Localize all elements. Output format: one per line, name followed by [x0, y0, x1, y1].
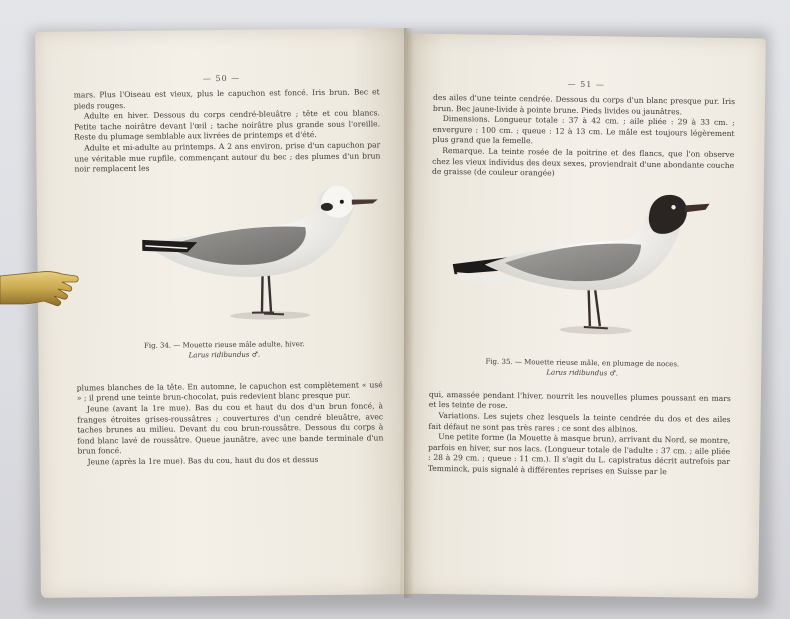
- left-paragraph-3: Adulte et mi-adulte au printemps. A 2 ans environ, prise d'un capuchon par une véritable mue rupfile, commençant autour du bec ; des plumes d'un brun noir remplacent les: [74, 140, 381, 174]
- right-paragraph-2: Dimensions. Longueur totale : 37 à 42 cm. ; aile pliée : 29 à 33 cm. ; envergure : 100 cm. ; queue : 12 à 13 cm. Le mâle est toujours légèrement plus grand que la femelle.: [432, 114, 735, 146]
- right-page-text-top: [406, 93, 765, 183]
- right-paragraph-4: qui, amassée pendant l'hiver, nourrit les nouvelles plumes poussant en mars et les teinte de rose.: [428, 389, 731, 411]
- left-paragraph-1: mars. Plus l'Oiseau est vieux, plus le capuchon est foncé. Iris brun. Bec et pieds rouges.: [73, 87, 380, 111]
- left-caption: [38, 338, 410, 362]
- left-caption-latin: Larus ridibundus ♂.: [188, 350, 261, 360]
- left-page: [35, 28, 413, 598]
- right-caption-latin: Larus ridibundus ♂.: [546, 368, 619, 378]
- left-figure: [37, 182, 411, 336]
- right-caption: [403, 355, 761, 380]
- left-page-text-top: [36, 87, 409, 176]
- left-paragraph-5: Jeune (avant la 1re mue). Bas du cou et haut du dos d'un brun foncé, à franges étroites grises-roussâtres ; couvertures d'un cendré bleuâtre, avec taches brunes au milieu. Devant du cou brun-roussâtre. Dessous du corps à fond blanc lavé de roussâtre. Queue jaunâtre, avec une bande terminale d'un brun foncé.: [77, 401, 384, 456]
- right-page-text-bottom: [402, 389, 761, 479]
- book-spine: [404, 28, 414, 598]
- right-paragraph-5: Variations. Les sujets chez lesquels la teinte cendrée du dos et des ailes fait défaut ne sont pas très rares ; ce sont des albinos.: [428, 410, 731, 434]
- breeding-gull-illustration: [404, 181, 764, 354]
- right-paragraph-6: Une petite forme (la Mouette à masque brun), arrivant du Nord, se montre, parfois en hiver, sur nos lacs. (Longueur totale de l'adulte : 37 cm. ; aile pliée : 28 à 29 cm. ; queue : 11 cm.). Il s'agit du L. capistratus décrit autrefois par Temminck, puis signalé à différentes reprises en Suisse par le: [427, 432, 731, 477]
- right-caption-title: Fig. 35. — Mouette rieuse mâle, en plumage de noces.: [485, 357, 680, 369]
- right-paragraph-3: Remarque. La teinte rosée de la poitrine et des flancs, que l'on observe chez les vieux individus des deux sexes, proviendrait d'une abondante couche de graisse (de couleur orangée): [431, 145, 735, 178]
- brass-hand-weight: [0, 262, 80, 322]
- left-paragraph-4: plumes blanches de la tête. En automne, le capuchon est complètement « usé » ; il prend une teinte brun-chocolat, puis redevient blanc presque pur.: [76, 380, 383, 403]
- right-page: [400, 34, 766, 599]
- right-page-number: — 51 —: [567, 79, 605, 90]
- right-figure: [404, 181, 764, 354]
- left-page-number: — 50 —: [202, 73, 241, 84]
- left-caption-title: Fig. 34. — Mouette rieuse mâle adulte, hiver.: [143, 339, 305, 350]
- left-page-text-bottom: [39, 380, 412, 469]
- left-paragraph-2: Adulte en hiver. Dessous du corps cendré-bleuâtre ; tête et cou blancs. Petite tache noirâtre devant l'œil ; tache noirâtre plus grande sous l'oreille. Reste du plumage semblable aux livrées de printemps et d'été.: [73, 108, 381, 142]
- winter-gull-illustration: [37, 182, 411, 336]
- right-paragraph-1: des ailes d'une teinte cendrée. Dessous du corps d'un blanc presque pur. Iris brun. Bec jaune-livide à pointe brune. Pieds livides ou jaunâtres.: [432, 92, 736, 116]
- left-paragraph-6: Jeune (après la 1re mue). Bas du cou, haut du dos et dessus: [87, 454, 319, 467]
